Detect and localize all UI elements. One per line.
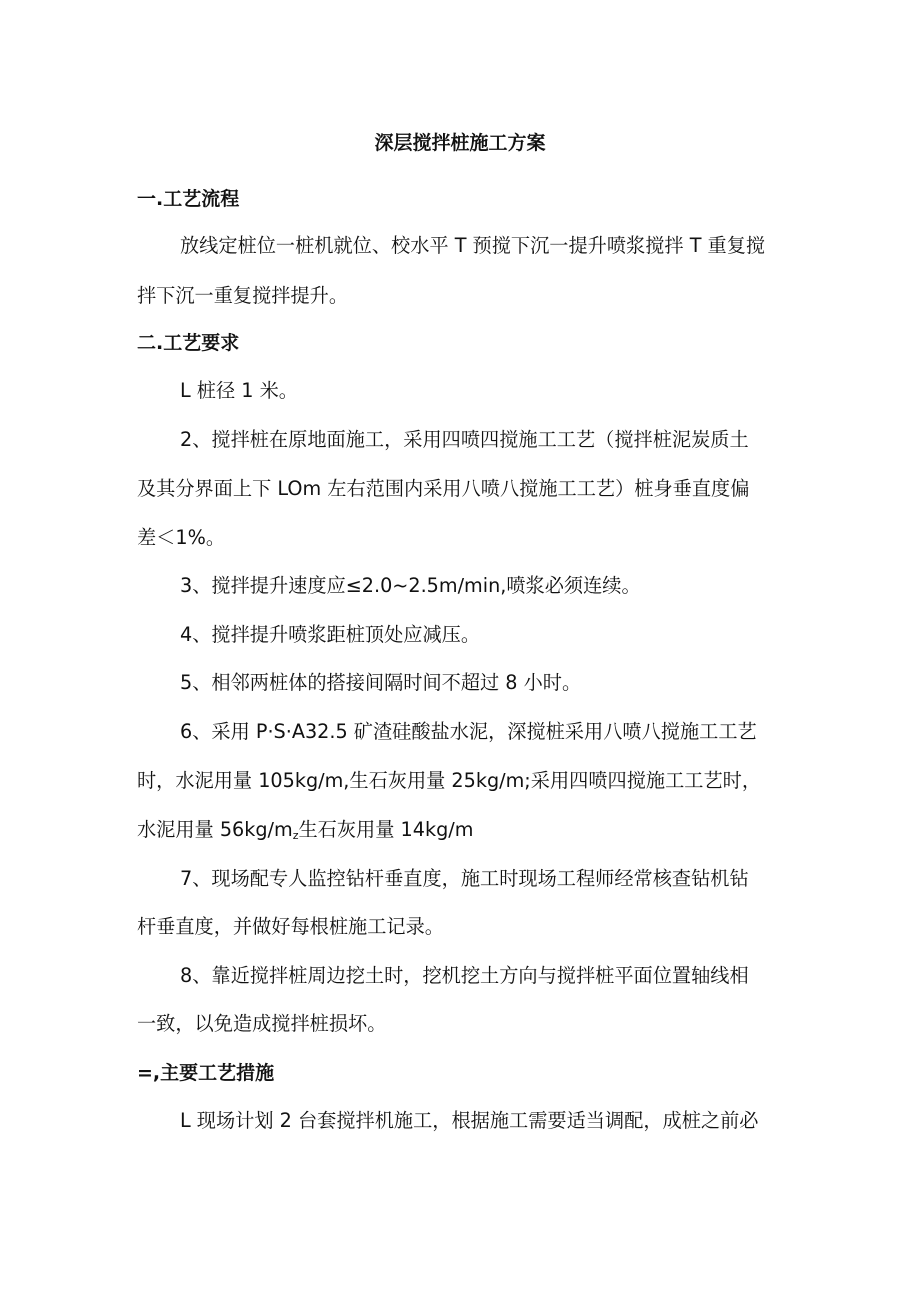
requirement-item-4: 4、搅拌提升喷浆距桩顶处应减压。 — [180, 623, 481, 646]
requirement-item-3: 3、搅拌提升速度应≤2.0~2.5m∕min,喷浆必须连续。 — [180, 574, 641, 597]
paragraph-line: L 现场计划 2 台套搅拌机施工，根据施工需要适当调配，成桩之前必 — [180, 1109, 759, 1132]
requirement-item-6-line — [137, 816, 473, 844]
requirement-item-8-line: 8、靠近搅拌桩周边挖土时，挖机挖土方向与搅拌桩平面位置轴线相 — [180, 964, 749, 987]
requirement-item-5: 5、相邻两桩体的搭接间隔时间不超过 8 小时。 — [180, 671, 582, 694]
paragraph-line: 放线定桩位一桩机就位、校水平 T 预搅下沉一提升喷浆搅拌 T 重复搅 — [180, 234, 766, 257]
requirement-item-7-line: 杆垂直度，并做好每根桩施工记录。 — [137, 915, 444, 938]
requirement-item-7-line: 7、现场配专人监控钻杆垂直度，施工时现场工程师经常核查钻机钻 — [180, 867, 749, 890]
requirement-item-2-line: 及其分界面上下 LOm 左右范围内采用八喷八搅施工工艺）桩身垂直度偏 — [137, 477, 750, 500]
section-heading-measures: =,主要工艺措施 — [137, 1062, 275, 1084]
lime-dosage-text: 生石灰用量 14kg∕m — [298, 818, 474, 841]
section-heading-process: 一.工艺流程 — [137, 188, 240, 210]
cement-dosage-text: 水泥用量 56kg∕m — [137, 818, 293, 841]
requirement-item-1: L 桩径 1 米。 — [180, 379, 298, 402]
section-heading-requirements: 二.工艺要求 — [137, 332, 240, 354]
subscript-z: z — [292, 829, 299, 842]
requirement-item-6-line: 时，水泥用量 105kg∕m,生石灰用量 25kg∕m;采用四喷四搅施工工艺时， — [137, 769, 762, 792]
requirement-item-8-line: 一致，以免造成搅拌桩损坏。 — [137, 1012, 387, 1035]
paragraph-line: 拌下沉一重复搅拌提升。 — [137, 284, 349, 307]
requirement-item-2-line: 差＜1%。 — [137, 526, 226, 549]
document-title: 深层搅拌桩施工方案 — [374, 132, 546, 154]
requirement-item-6-line: 6、采用 P·S·A32.5 矿渣硅酸盐水泥，深搅桩采用八喷八搅施工工艺 — [180, 720, 757, 743]
requirement-item-2-line: 2、搅拌桩在原地面施工，采用四喷四搅施工工艺（搅拌桩泥炭质土 — [180, 428, 749, 451]
